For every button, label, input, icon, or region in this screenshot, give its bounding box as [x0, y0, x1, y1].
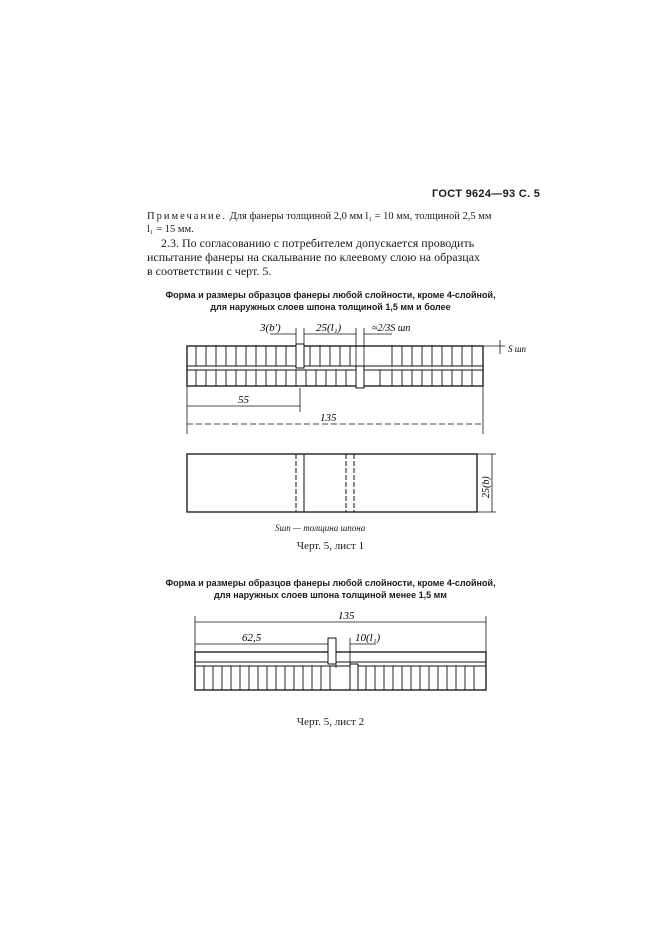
paragraph-line-2: испытание фанеры на скалывание по клеевому слою на образцах — [147, 250, 481, 264]
dim2-offset: 62,5 — [242, 632, 262, 644]
figure2-title-line-1: Форма и размеры образцов фанеры любой слойности, кроме 4-слойной, — [165, 578, 496, 588]
dim-total: 135 — [320, 412, 337, 424]
dim-thickness: S шп — [508, 344, 527, 354]
figure1-plan-view — [180, 448, 500, 520]
dim2-total: 135 — [338, 610, 355, 622]
dim-width: 25(b) — [481, 476, 492, 498]
figure1-title-line-2: для наружных слоев шпона толщиной 1,5 мм и более — [210, 302, 451, 312]
figure1-caption: Черт. 5, лист 1 — [296, 540, 365, 552]
legend-text: — толщина шпона — [293, 523, 366, 533]
legend-symbol: Sшп — [275, 523, 291, 533]
figure2-caption: Черт. 5, лист 2 — [296, 716, 365, 728]
figure1-side-view — [160, 318, 527, 438]
figure1-legend — [275, 523, 365, 533]
dim-notch-width: 3(b') — [260, 322, 281, 334]
figure2-title-line-2: для наружных слоев шпона толщиной менее 1,5 мм — [214, 590, 447, 600]
note-line-2: l₁ = 15 мм. — [147, 224, 194, 235]
dim2-l1: 10(l₁) — [355, 632, 381, 644]
note — [147, 210, 527, 236]
note-label: Примечание. — [147, 211, 227, 222]
dim-l1: 25(l₁) — [316, 322, 342, 334]
figure2-side-view — [180, 610, 500, 696]
paragraph-2-3 — [147, 236, 527, 278]
dim-approx: ≈2/3S шп — [372, 323, 411, 334]
page-header: ГОСТ 9624—93 С. 5 — [432, 188, 541, 200]
note-line-1: Для фанеры толщиной 2,0 мм l₁ = 10 мм, толщиной 2,5 мм — [229, 211, 492, 222]
dim-offset: 55 — [238, 394, 249, 406]
figure1-title-line-1: Форма и размеры образцов фанеры любой слойности, кроме 4-слойной, — [165, 290, 496, 300]
paragraph-line-3: в соответствии с черт. 5. — [147, 264, 272, 278]
paragraph-line-1: 2.3. По согласованию с потребителем допускается проводить — [161, 236, 475, 250]
